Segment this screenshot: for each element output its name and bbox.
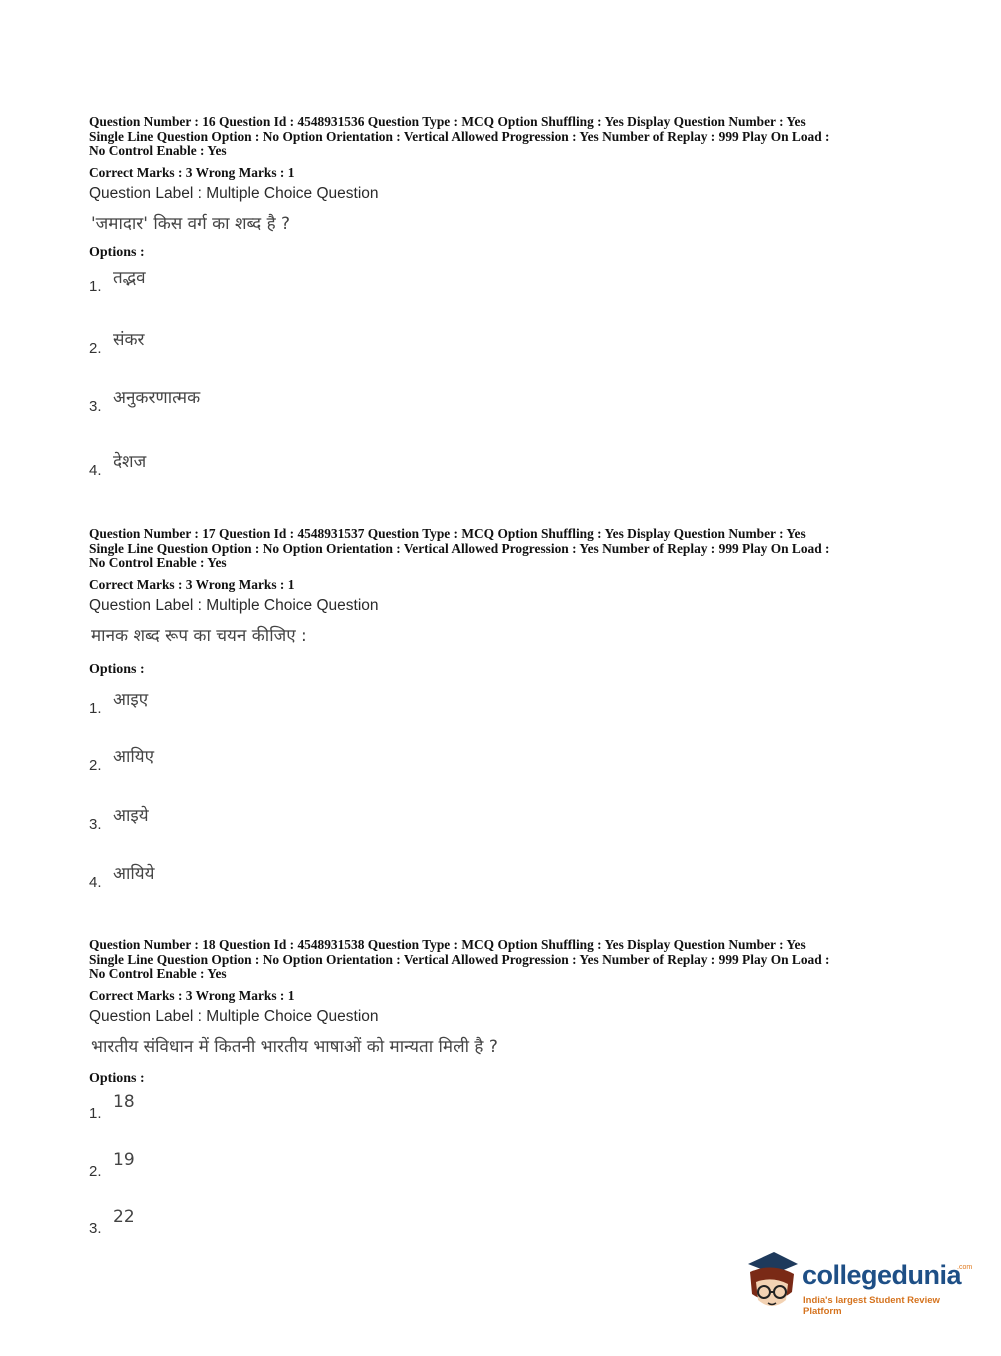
option-number: 1. xyxy=(89,700,102,717)
question-block-17 xyxy=(89,526,919,891)
option-number: 3. xyxy=(89,1220,102,1237)
options-heading: Options : xyxy=(89,245,145,260)
option-number: 2. xyxy=(89,1163,102,1180)
question-text: 'जमादार' किस वर्ग का शब्द है ? xyxy=(91,213,291,234)
option-number: 4. xyxy=(89,874,102,891)
question-label: Question Label : Multiple Choice Question xyxy=(89,1007,379,1025)
option-number: 2. xyxy=(89,757,102,774)
question-meta: Question Number : 16 Question Id : 4548931536 Question Type : MCQ Option Shuffling : Yes Display Question Number : Yes Single Line Question Option : No Option Orientation : Vertical Allowed Progression : Yes Number of Replay : 999 Play On Load : No Control Enable : Yes xyxy=(89,114,830,159)
question-block-16 xyxy=(89,114,919,479)
option-value: आइए xyxy=(113,690,149,710)
option-item[interactable] xyxy=(89,687,489,717)
option-item[interactable] xyxy=(89,744,489,774)
mascot-icon xyxy=(742,1250,802,1320)
option-number: 4. xyxy=(89,462,102,479)
question-label: Question Label : Multiple Choice Question xyxy=(89,596,379,614)
option-item[interactable] xyxy=(89,1150,489,1180)
option-item[interactable] xyxy=(89,1092,489,1122)
options-heading: Options : xyxy=(89,1071,145,1086)
option-number: 1. xyxy=(89,278,102,295)
option-item[interactable] xyxy=(89,327,489,357)
option-value: आयिये xyxy=(113,864,155,884)
option-value: संकर xyxy=(113,330,145,350)
option-item[interactable] xyxy=(89,449,489,479)
brand-name: collegedunia xyxy=(802,1260,962,1290)
option-number: 3. xyxy=(89,398,102,415)
question-text: भारतीय संविधान में कितनी भारतीय भाषाओं को मान्यता मिली है ? xyxy=(91,1036,498,1057)
option-value: देशज xyxy=(113,452,147,472)
option-item[interactable] xyxy=(89,861,489,891)
question-marks: Correct Marks : 3 Wrong Marks : 1 xyxy=(89,164,295,180)
option-value: 22 xyxy=(113,1207,135,1227)
option-number: 2. xyxy=(89,340,102,357)
collegedunia-logo xyxy=(742,1250,972,1320)
question-marks: Correct Marks : 3 Wrong Marks : 1 xyxy=(89,576,295,592)
options-heading: Options : xyxy=(89,662,145,677)
option-item[interactable] xyxy=(89,1207,489,1237)
option-value: तद्भव xyxy=(113,268,146,288)
option-value: आइये xyxy=(113,806,149,826)
question-marks: Correct Marks : 3 Wrong Marks : 1 xyxy=(89,987,295,1003)
option-number: 1. xyxy=(89,1105,102,1122)
option-number: 3. xyxy=(89,816,102,833)
question-label: Question Label : Multiple Choice Question xyxy=(89,184,379,202)
question-text: मानक शब्द रूप का चयन कीजिए : xyxy=(91,625,307,646)
option-value: आयिए xyxy=(113,747,155,767)
option-item[interactable] xyxy=(89,385,489,415)
option-item[interactable] xyxy=(89,265,489,295)
option-value: अनुकरणात्मक xyxy=(113,388,201,408)
question-block-18 xyxy=(89,937,919,1237)
option-value: 18 xyxy=(113,1092,135,1112)
brand-domain: .com xyxy=(957,1264,973,1271)
question-meta: Question Number : 17 Question Id : 4548931537 Question Type : MCQ Option Shuffling : Yes Display Question Number : Yes Single Line Question Option : No Option Orientation : Vertical Allowed Progression : Yes Number of Replay : 999 Play On Load : No Control Enable : Yes xyxy=(89,526,830,571)
option-value: 19 xyxy=(113,1150,135,1170)
brand-tagline: India's largest Student Review Platform xyxy=(803,1295,940,1317)
question-meta: Question Number : 18 Question Id : 4548931538 Question Type : MCQ Option Shuffling : Yes Display Question Number : Yes Single Line Question Option : No Option Orientation : Vertical Allowed Progression : Yes Number of Replay : 999 Play On Load : No Control Enable : Yes xyxy=(89,937,830,982)
option-item[interactable] xyxy=(89,803,489,833)
